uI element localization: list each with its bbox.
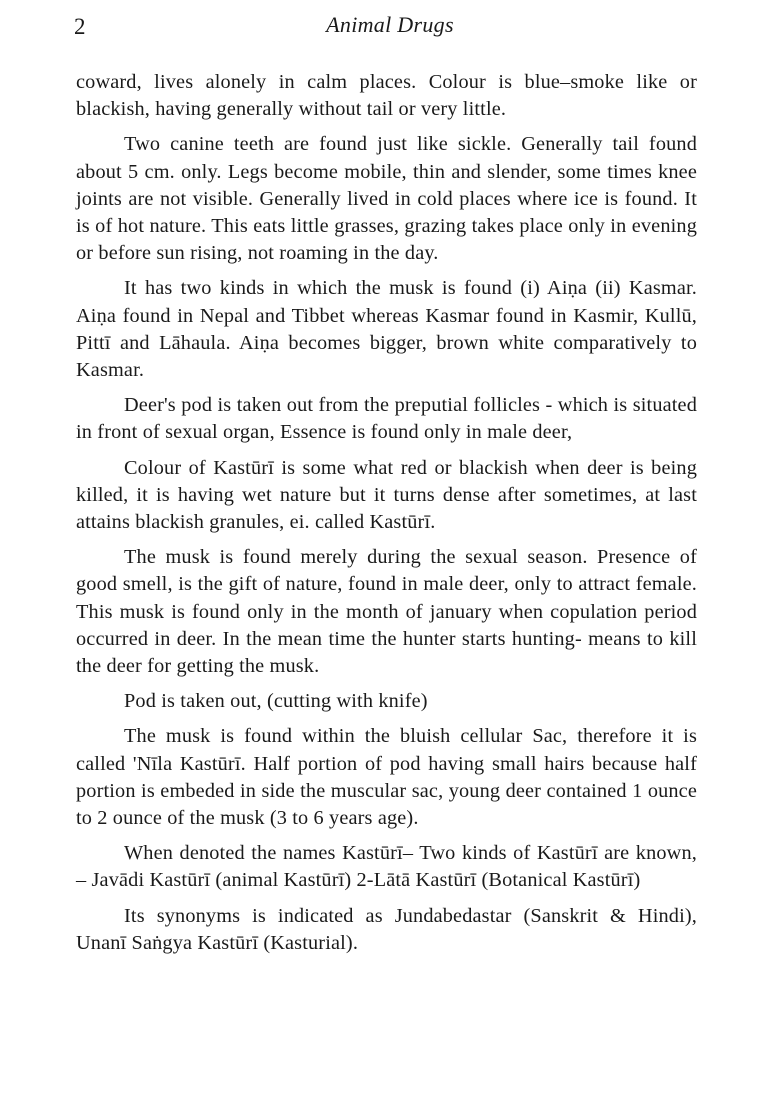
paragraph-deer-pod: Deer's pod is taken out from the preputial follicles - which is situated in front of sexual organ, Essence is found only in male deer,	[76, 394, 697, 444]
paragraph-two-kinds: It has two kinds in which the musk is found (i) Aiṇa (ii) Kasmar. Aiṇa found in Nepal and Tibbet whereas Kasmar found in Kasmir, Kullū, Pittī and Lāhaula. Aiṇa becomes bigger, brown white comparatively to Kasmar.	[76, 277, 697, 382]
paragraph-continued: coward, lives alonely in calm places. Colour is blue–smoke like or blackish, having generally without tail or very little.	[76, 71, 697, 121]
paragraph-synonyms: Its synonyms is indicated as Jundabedastar (Sanskrit & Hindi), Unanī Saṅgya Kastūrī (Kasturial).	[76, 904, 697, 954]
paragraph-canine-teeth: Two canine teeth are found just like sickle. Generally tail found about 5 cm. only. Legs become mobile, thin and slender, some times knee joints are not visible. Generally lived in cold places where ice is found. It is of hot nature. This eats little grasses, grazing takes place only in evening or before sun rising, not roaming in the day.	[76, 133, 697, 265]
running-title: Animal Drugs	[326, 12, 454, 37]
paragraph-names: When denoted the names Kastūrī– Two kinds of Kastūrī are known, – Javādi Kastūrī (animal Kastūrī) 2-Lātā Kastūrī (Botanical Kastūrī)	[76, 842, 697, 892]
paragraph-sexual-season: The musk is found merely during the sexual season. Presence of good smell, is the gift of nature, found in male deer, only to attract female. This musk is found only in the month of january when copulation period occurred in deer. In the mean time the hunter starts hunting- means to kill the deer for getting the musk.	[76, 546, 697, 678]
body-text	[76, 69, 697, 965]
paragraph-bluish-sac: The musk is found within the bluish cellular Sac, therefore it is called 'Nīla Kastūrī. Half portion of pod having small hairs because half portion is embeded in side the muscular sac, young deer contained 1 ounce to 2 ounce of the musk (3 to 6 years age).	[76, 725, 697, 830]
paragraph-colour: Colour of Kastūrī is some what red or blackish when deer is being killed, it is having wet nature but it turns dense after sometimes, at last attains blackish granules, ei. called Kastūrī.	[76, 456, 697, 534]
paragraph-pod-taken-out: Pod is taken out, (cutting with knife)	[124, 690, 428, 713]
page-number: 2	[74, 14, 86, 39]
page-header	[0, 12, 780, 42]
